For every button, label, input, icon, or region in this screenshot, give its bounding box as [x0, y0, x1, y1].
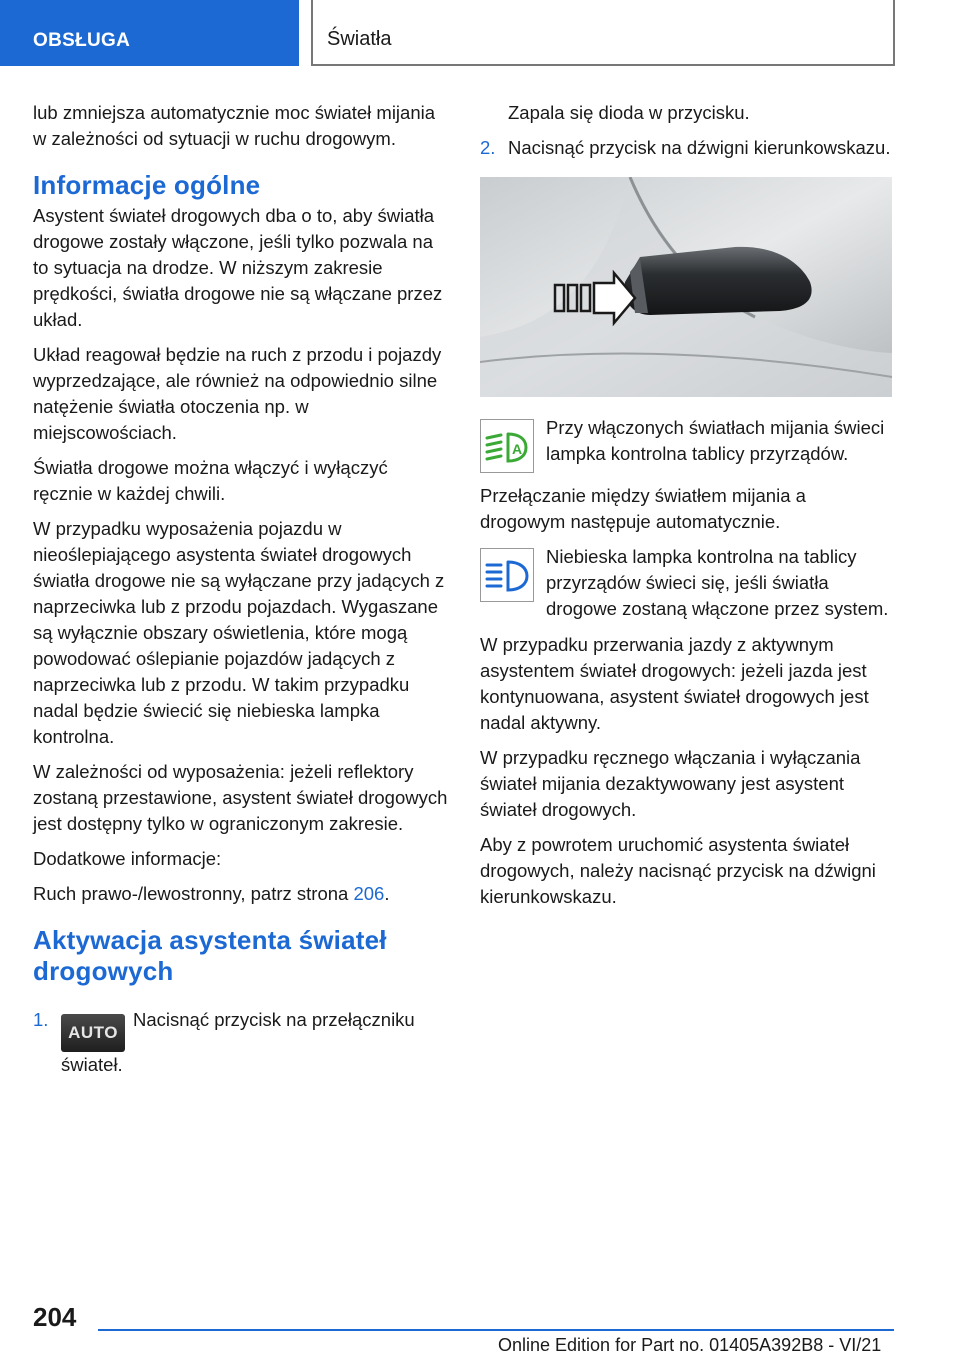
indicator-row-1 — [480, 415, 892, 473]
section-label: OBSŁUGA — [33, 30, 131, 51]
paragraph: W przypadku przerwania jazdy z aktywnym asystentem świateł drogowych: jeżeli jazda jest kontynuowana, asystent świateł drogowych jest nadal aktywny. — [480, 634, 869, 733]
step-2 — [480, 135, 892, 161]
step-number: 1. — [33, 1009, 49, 1030]
right-column — [480, 100, 892, 919]
lever-illustration — [480, 177, 892, 397]
cross-reference-text: Ruch prawo-/lewostronny, patrz strona — [33, 883, 354, 904]
left-column — [33, 100, 449, 1087]
chapter-header — [311, 0, 895, 66]
chapter-title: Światła — [327, 28, 392, 50]
step-text: Nacisnąć przycisk na przełączniku świateł. — [61, 1009, 415, 1075]
indicator-row-2 — [480, 544, 892, 622]
paragraph: Aby z powrotem uruchomić asystenta świateł drogowych, należy nacisnąć przycisk na dźwigni kierunkowskazu. — [480, 834, 876, 907]
paragraph: Asystent świateł drogowych dba o to, aby światła drogowe zostały włączone, jeśli tylko pozwala na to sytuacja na drodze. W niższym zakresie prędkości, światła drogowe nie są włączane przez układ. — [33, 205, 443, 330]
indicator-description: Niebieska lampka kontrolna na tablicy przyrządów świeci się, jeśli światła drogowe zostaną włączone przez system. — [546, 546, 889, 619]
auto-button-icon: AUTO — [61, 1014, 125, 1052]
period: . — [384, 883, 390, 904]
turn-signal-lever-photo — [480, 177, 892, 397]
heading-general-info: Informacje ogólne — [33, 170, 261, 200]
step-text: Nacisnąć przycisk na dźwigni kierunkowskazu. — [508, 137, 891, 158]
paragraph: Dodatkowe informacje: — [33, 848, 222, 869]
low-beam-assist-green-icon — [480, 419, 534, 473]
paragraph: W zależności od wyposażenia: jeżeli reflektory zostaną przestawione, asystent świateł drogowych jest dostępny tylko w ograniczonym zakresie. — [33, 761, 448, 834]
footer-divider — [98, 1329, 894, 1331]
paragraph: Przełączanie między światłem mijania a drogowym następuje automatycznie. — [480, 485, 806, 532]
footer-edition: Online Edition for Part no. 01405A392B8 - VI/21 — [498, 1335, 882, 1355]
svg-text:A: A — [511, 441, 523, 457]
step-1-continuation: Zapala się dioda w przycisku. — [508, 102, 750, 123]
intro-paragraph: lub zmniejsza automatycznie moc świateł mijania w zależności od sytuacji w ruchu drogowym. — [33, 102, 436, 149]
page-link[interactable]: 206 — [353, 883, 385, 904]
indicator-description: Przy włączonych światłach mijania świeci lampka kontrolna tablicy przyrządów. — [546, 417, 885, 464]
paragraph: Światła drogowe można włączyć i wyłączyć ręcznie w każdej chwili. — [33, 457, 388, 504]
heading-activation: Aktywacja asystenta świateł drogowych — [33, 925, 387, 986]
step-1 — [33, 1007, 449, 1078]
cross-reference-paragraph — [33, 881, 449, 907]
paragraph: W przypadku wyposażenia pojazdu w nieoślepiającego asystenta świateł drogowych światła drogowe nie są wyłączane przy jadących z naprzeciwka lub z przodu pojazdach. Wygaszane są wyłącznie obszary oświetlenia, które mogą powodować oślepianie pojazdów jadących z naprzeciwka lub z przodu. W takim przypadku nadal będzie świecić się niebieska lampka kontrolna. — [33, 518, 445, 747]
section-tab — [0, 0, 299, 66]
step-number: 2. — [480, 137, 496, 158]
paragraph: Układ reagował będzie na ruch z przodu i pojazdy wyprzedzające, ale również na odpowiednio silne natężenie światła otoczenia np. w miejscowościach. — [33, 344, 442, 443]
page-number: 204 — [33, 1302, 77, 1332]
high-beam-blue-icon — [480, 548, 534, 602]
paragraph: W przypadku ręcznego włączania i wyłączania świateł mijania dezaktywowany jest asystent świateł drogowych. — [480, 747, 861, 820]
